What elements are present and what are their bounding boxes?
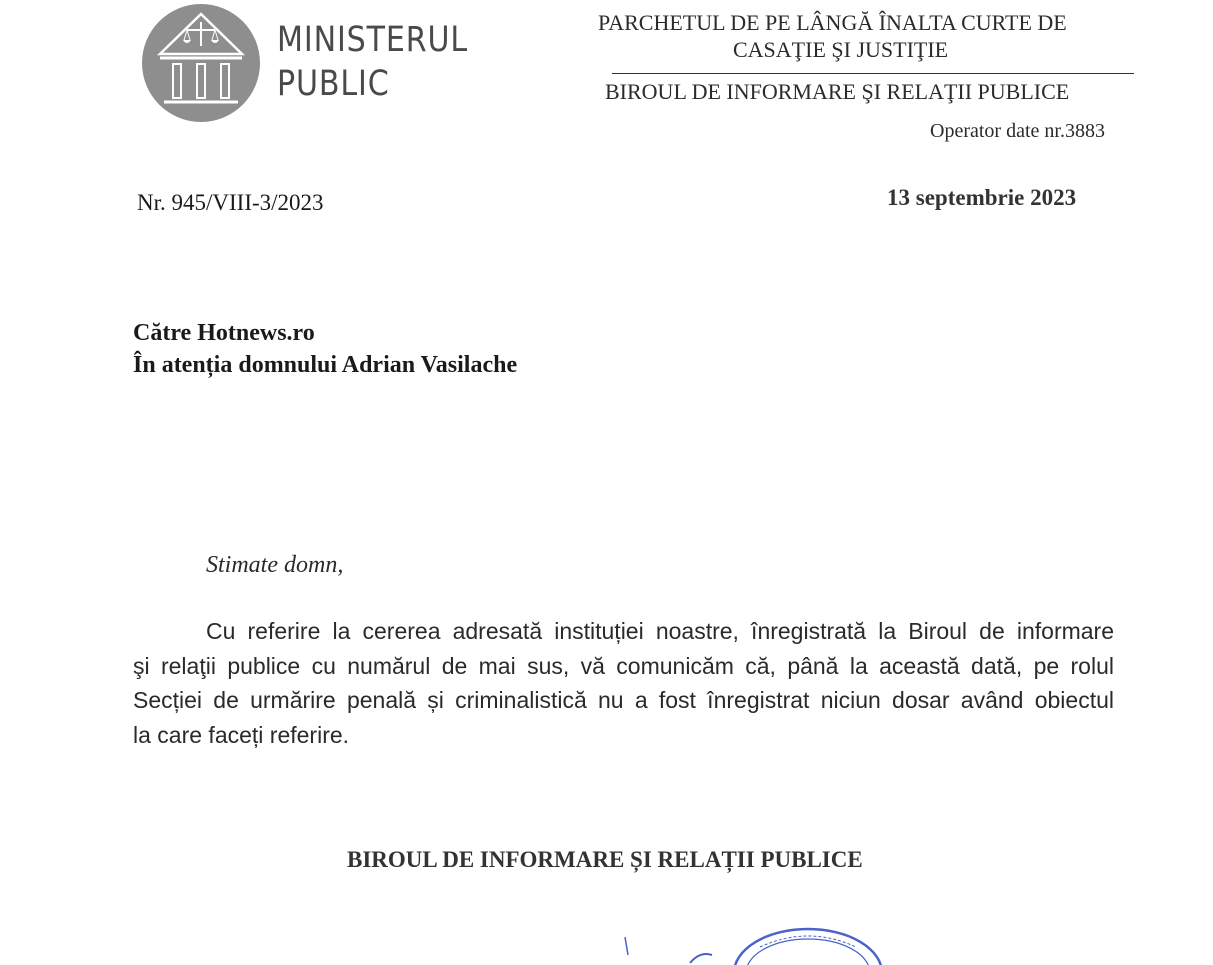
office-name: BIROUL DE INFORMARE ŞI RELAŢII PUBLICE (605, 79, 1070, 104)
official-stamp (620, 925, 890, 965)
body-line: Secției de urmărire penală și criminalistică nu a fost înregistrat niciun dosar având obiectul (133, 687, 1114, 713)
header-divider (612, 73, 1134, 74)
body-paragraph (133, 614, 1114, 752)
document-date: 13 septembrie 2023 (887, 185, 1077, 210)
ministerul-public-logo (140, 0, 262, 126)
recipient-name: Către Hotnews.ro (133, 320, 315, 346)
signature-office: BIROUL DE INFORMARE ȘI RELAȚII PUBLICE (347, 847, 863, 872)
institution-name-line1: PARCHETUL DE PE LÂNGĂ ÎNALTA CURTE DE (598, 10, 1067, 35)
recipient-attention: În atenția domnului Adrian Vasilache (133, 352, 518, 378)
institution-name-line2: CASAŢIE ŞI JUSTIŢIE (733, 37, 949, 62)
body-line: Cu referire la cererea adresată instituției noastre, înregistrată la Biroul de informare (206, 618, 1114, 644)
logo-text-ministerul: MINISTERUL (277, 20, 469, 60)
logo-text-public: PUBLIC (277, 64, 390, 104)
salutation: Stimate domn, (206, 552, 344, 578)
body-line: şi relaţii publice cu numărul de mai sus, vă comunicăm că, până la această dată, pe rolul (133, 652, 1114, 679)
body-line: la care faceți referire. (133, 721, 350, 748)
registration-number: Nr. 945/VIII-3/2023 (137, 190, 324, 215)
data-operator-number: Operator date nr.3883 (930, 120, 1105, 142)
